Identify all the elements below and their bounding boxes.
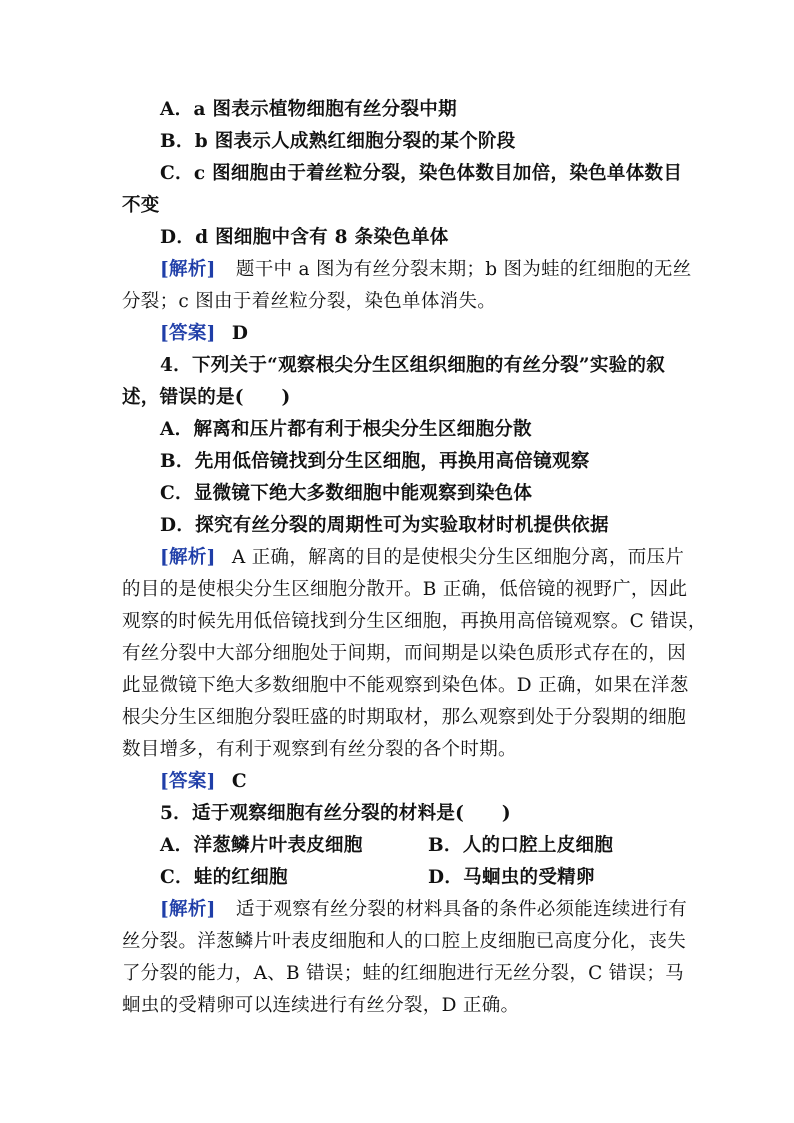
- analysis-text: A 正确，解离的目的是使根尖分生区细胞分离，而压片: [231, 547, 685, 568]
- q4-analysis-line-7: 数目增多，有利于观察到有丝分裂的各个时期。: [122, 739, 517, 760]
- q3-option-c: C．c 图细胞由于着丝粒分裂，染色体数目加倍，染色单体数目: [160, 163, 683, 184]
- q4-stem-line-1: 4．下列关于“观察根尖分生区组织细胞的有丝分裂”实验的叙: [160, 355, 666, 376]
- analysis-tag: [解析]: [160, 547, 216, 568]
- q5-options-row-2: [160, 866, 682, 890]
- q5-option-a: A．洋葱鳞片叶表皮细胞: [160, 835, 363, 856]
- q3-option-a: A．a 图表示植物细胞有丝分裂中期: [160, 99, 457, 120]
- q5-option-b: B．人的口腔上皮细胞: [428, 835, 614, 856]
- q5-analysis-line-1: [160, 898, 688, 922]
- q5-analysis-line-2: 丝分裂。洋葱鳞片叶表皮细胞和人的口腔上皮细胞已高度分化，丧失: [122, 931, 687, 952]
- q3-option-b: B．b 图表示人成熟红细胞分裂的某个阶段: [160, 131, 516, 152]
- q4-analysis-line-1: [160, 546, 685, 570]
- q3-option-d: D．d 图细胞中含有 8 条染色单体: [160, 227, 449, 248]
- q5-analysis-line-4: 蛔虫的受精卵可以连续进行有丝分裂，D 正确。: [122, 995, 520, 1016]
- q4-stem-line-2: 述，错误的是( ): [122, 387, 291, 408]
- q4-option-b: B．先用低倍镜找到分生区细胞，再换用高倍镜观察: [160, 451, 590, 472]
- q4-option-d: D．探究有丝分裂的周期性可为实验取材时机提供依据: [160, 515, 609, 536]
- analysis-text: 适于观察有丝分裂的材料具备的条件必须能连续进行有: [235, 899, 688, 920]
- q4-analysis-line-4: 有丝分裂中大部分细胞处于间期，而间期是以染色质形式存在的，因: [122, 643, 687, 664]
- q4-answer: [160, 770, 682, 794]
- q4-analysis-line-5: 此显微镜下绝大多数细胞中不能观察到染色体。D 正确，如果在洋葱: [122, 675, 689, 696]
- q3-analysis-line-1: [160, 258, 692, 282]
- analysis-tag: [解析]: [160, 259, 216, 280]
- q5-options-row-1: [160, 834, 682, 858]
- answer-value: D: [231, 323, 249, 344]
- q4-analysis-line-2: 的目的是使根尖分生区细胞分散开。B 正确，低倍镜的视野广，因此: [122, 579, 688, 600]
- q4-option-a: A．解离和压片都有利于根尖分生区细胞分散: [160, 419, 532, 440]
- q5-analysis-line-3: 了分裂的能力，A、B 错误；蛙的红细胞进行无丝分裂，C 错误；马: [122, 963, 684, 984]
- answer-tag: [答案]: [160, 323, 216, 344]
- analysis-tag: [解析]: [160, 899, 216, 920]
- analysis-text: 题干中 a 图为有丝分裂末期；b 图为蛙的红细胞的无丝: [235, 259, 692, 280]
- answer-value: C: [231, 771, 247, 792]
- answer-tag: [答案]: [160, 771, 216, 792]
- q5-stem: 5．适于观察细胞有丝分裂的材料是( ): [160, 803, 511, 824]
- q5-option-d: D．马蛔虫的受精卵: [428, 867, 595, 888]
- q3-answer: [160, 322, 682, 346]
- q4-option-c: C．显微镜下绝大多数细胞中能观察到染色体: [160, 483, 533, 504]
- q4-analysis-line-6: 根尖分生区细胞分裂旺盛的时期取材，那么观察到处于分裂期的细胞: [122, 707, 687, 728]
- q3-option-c-continued: 不变: [122, 195, 160, 216]
- q4-analysis-line-3: 观察的时候先用低倍镜找到分生区细胞，再换用高倍镜观察。C 错误，: [122, 611, 707, 632]
- q3-analysis-line-2: 分裂；c 图由于着丝粒分裂，染色单体消失。: [122, 291, 497, 312]
- q5-option-c: C．蛙的红细胞: [160, 867, 288, 888]
